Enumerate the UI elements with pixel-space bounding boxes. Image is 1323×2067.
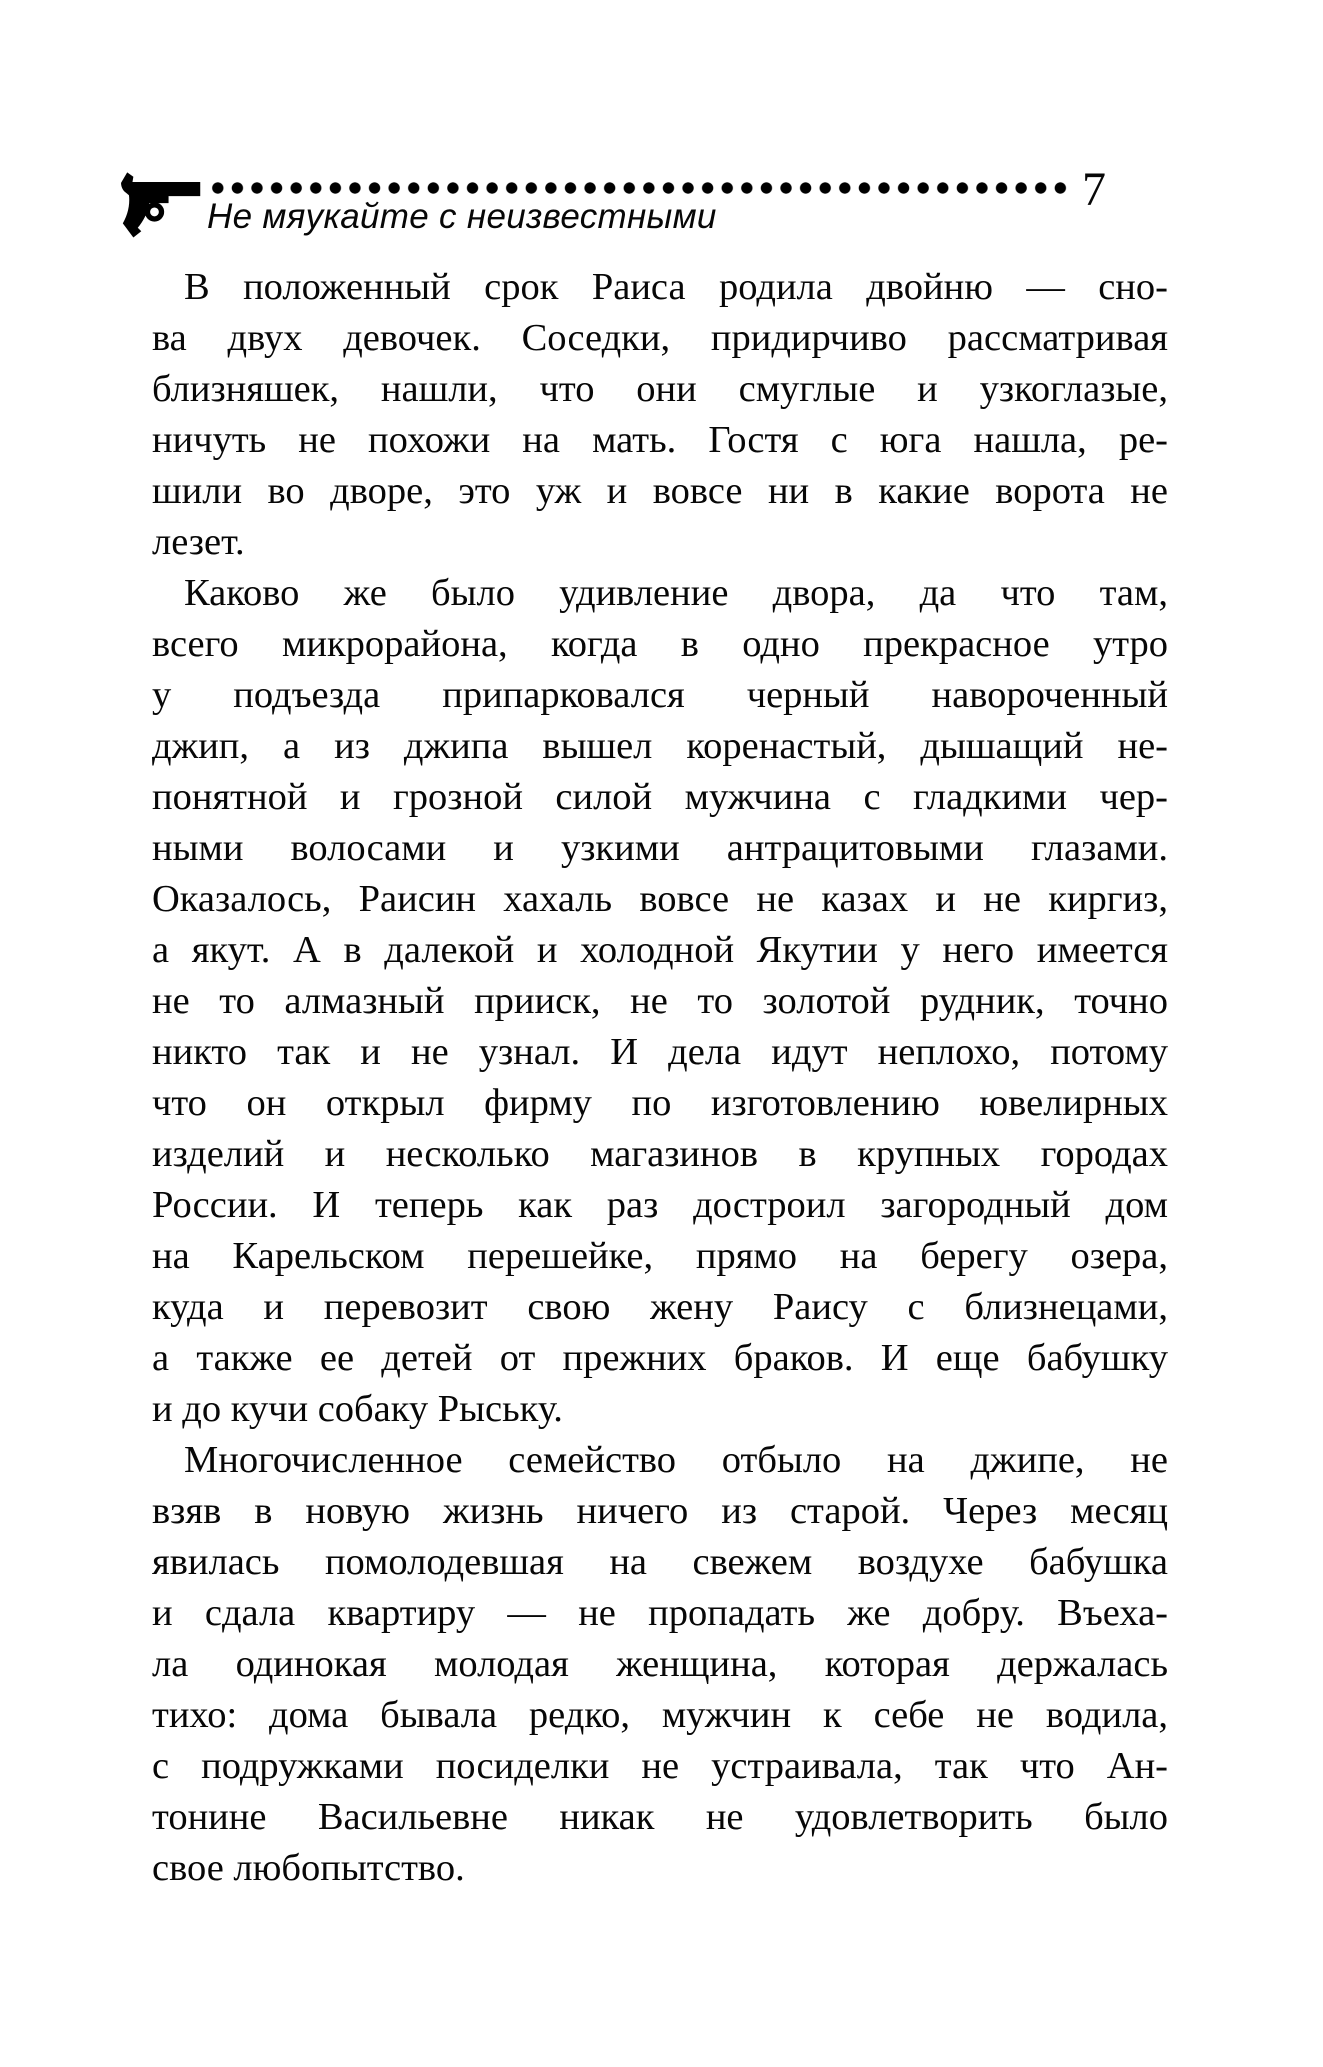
text-line: Каково же было удивление двора, да что там, [184,572,1168,614]
text-line: ничуть не похожи на мать. Гостя с юга нашла, ре- [152,419,1168,461]
paragraph [152,1435,1168,1894]
text-line: изделий и несколько магазинов в крупных городах [152,1133,1168,1175]
text-line: на Карельском перешейке, прямо на берегу озера, [152,1235,1168,1277]
dotted-leader-line [208,182,1074,194]
text-line: и до кучи собаку Рыську. [152,1388,563,1430]
text-line: свое любопытство. [152,1847,465,1889]
text-line: и сдала квартиру — не пропадать же добру. Въеха- [152,1592,1168,1634]
text-line: джип, а из джипа вышел коренастый, дышащий не- [152,725,1168,767]
text-line: а также ее детей от прежних браков. И еще бабушку [152,1337,1168,1379]
text-line: В положенный срок Раиса родила двойню — сно- [184,266,1168,308]
text-line: ва двух девочек. Соседки, придирчиво рассматривая [152,317,1168,359]
text-line: никто так и не узнал. И дела идут неплохо, потому [152,1031,1168,1073]
text-line: что он открыл фирму по изготовлению ювелирных [152,1082,1168,1124]
text-line: с подружками посиделки не устраивала, так что Ан- [152,1745,1168,1787]
pistol-icon [114,168,202,240]
text-line: ла одинокая молодая женщина, которая держалась [152,1643,1168,1685]
text-line: всего микрорайона, когда в одно прекрасное утро [152,623,1168,665]
paragraph [152,262,1168,568]
text-line: не то алмазный прииск, не то золотой рудник, точно [152,980,1168,1022]
text-line: куда и перевозит свою жену Раису с близнецами, [152,1286,1168,1328]
text-line: у подъезда припарковался черный навороченный [152,674,1168,716]
page-text [152,262,1168,1894]
page-number: 7 [1082,163,1106,216]
running-title: Не мяукайте с неизвестными [207,197,717,236]
text-line: тихо: дома бывала редко, мужчин к себе не водила, [152,1694,1168,1736]
text-line: взяв в новую жизнь ничего из старой. Через месяц [152,1490,1168,1532]
text-line: близняшек, нашли, что они смуглые и узкоглазые, [152,368,1168,410]
text-line: понятной и грозной силой мужчина с гладкими чер- [152,776,1168,818]
paragraph [152,568,1168,1435]
text-line: тонине Васильевне никак не удовлетворить было [152,1796,1168,1838]
text-line: а якут. А в далекой и холодной Якутии у него имеется [152,929,1168,971]
text-line: ными волосами и узкими антрацитовыми глазами. [152,827,1168,869]
text-line: Оказалось, Раисин хахаль вовсе не казах и не киргиз, [152,878,1168,920]
text-line: России. И теперь как раз достроил загородный дом [152,1184,1168,1226]
text-line: Многочисленное семейство отбыло на джипе, не [184,1439,1168,1481]
text-line: явилась помолодевшая на свежем воздухе бабушка [152,1541,1168,1583]
text-line: шили во дворе, это уж и вовсе ни в какие ворота не [152,470,1168,512]
text-line: лезет. [152,521,245,563]
